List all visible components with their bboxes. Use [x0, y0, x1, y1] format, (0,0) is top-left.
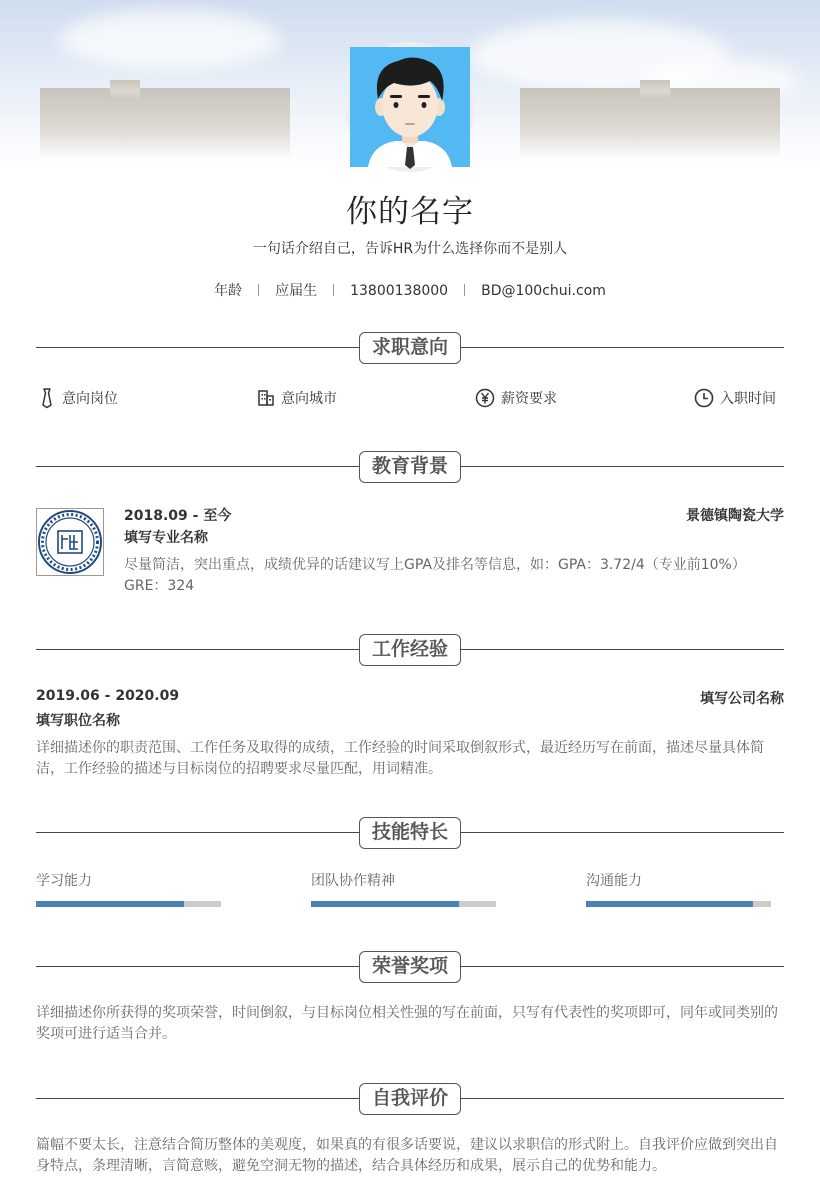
candidate-name: 你的名字: [346, 194, 474, 230]
section-header-intent: [36, 332, 784, 364]
skill-label: 学习能力: [36, 873, 92, 889]
education-school: 景德镇陶瓷大学: [686, 508, 784, 524]
intent-city-label: 意向城市: [281, 391, 337, 407]
intent-salary-label: 薪资要求: [501, 391, 557, 407]
school-logo: [36, 508, 104, 576]
section-header-education: [36, 451, 784, 483]
section-title: 工作经验: [359, 634, 461, 666]
self-description: 篇幅不要太长，注意结合简历整体的美观度，如果真的有很多话要说，建议以求职信的形式附上。自我评价应做到突出自身特点，条理清晰，言简意赅，避免空洞无物的描述，结合具体经历和成果，展示自己的优势和能力。: [36, 1137, 778, 1174]
clock-icon: [694, 388, 714, 408]
skill-label: 沟通能力: [586, 873, 642, 889]
contact-phone[interactable]: 13800138000: [350, 283, 449, 299]
honors-description: 详细描述你所获得的奖项荣誉，时间倒叙，与目标岗位相关性强的写在前面，只写有代表性的奖项即可，同年或同类别的奖项可进行适当合并。: [36, 1005, 778, 1042]
intent-position-label: 意向岗位: [62, 391, 118, 407]
section-title: 自我评价: [359, 1083, 461, 1115]
yen-icon: [475, 388, 495, 408]
skill-bar-fill: [586, 901, 753, 907]
section-title: 技能特长: [359, 817, 461, 849]
divider: [258, 284, 259, 296]
divider: [333, 284, 334, 296]
section-header-self: [36, 1083, 784, 1115]
school-seal-icon: [37, 509, 103, 575]
contact-status: 应届生: [275, 283, 318, 299]
tie-icon: [38, 388, 56, 408]
building-icon: [257, 389, 275, 407]
divider: [464, 284, 465, 296]
skill-bar: [586, 901, 771, 907]
intent-start-date: [694, 388, 776, 408]
intent-position: [38, 388, 118, 408]
section-title: 教育背景: [359, 451, 461, 483]
skill-label: 团队协作精神: [311, 873, 395, 889]
skill-bar-fill: [36, 901, 184, 907]
contact-email[interactable]: BD@100chui.com: [481, 283, 606, 299]
skill-bar: [36, 901, 221, 907]
skill-bar: [311, 901, 496, 907]
section-title: 荣誉奖项: [359, 951, 461, 983]
education-major: 填写专业名称: [124, 530, 208, 546]
section-header-honors: [36, 951, 784, 983]
contact-bar: [0, 280, 820, 300]
work-description: 详细描述你的职责范围、工作任务及取得的成绩，工作经验的时间采取倒叙形式，最近经历写在前面，描述尽量具体简洁，工作经验的描述与目标岗位的招聘要求尽量匹配，用词精准。: [36, 740, 764, 777]
work-position: 填写职位名称: [36, 713, 120, 729]
skill-bar-fill: [311, 901, 459, 907]
tagline: 一句话介绍自己，告诉HR为什么选择你而不是别人: [252, 241, 568, 257]
intent-city: [257, 388, 337, 408]
section-header-skills: [36, 817, 784, 849]
avatar-illustration: [350, 47, 470, 167]
avatar: [345, 42, 475, 172]
education-period: 2018.09 - 至今: [124, 508, 232, 524]
contact-age: 年龄: [214, 283, 243, 299]
work-period: 2019.06 - 2020.09: [36, 688, 180, 704]
section-title: 求职意向: [359, 332, 461, 364]
section-header-work: [36, 634, 784, 666]
intent-start-date-label: 入职时间: [720, 391, 776, 407]
work-company: 填写公司名称: [700, 691, 784, 707]
intent-salary: [475, 388, 557, 408]
education-description: 尽量简洁，突出重点，成绩优异的话建议写上GPA及排名等信息，如：GPA：3.72/4（专业前10%） GRE：324: [124, 557, 746, 594]
